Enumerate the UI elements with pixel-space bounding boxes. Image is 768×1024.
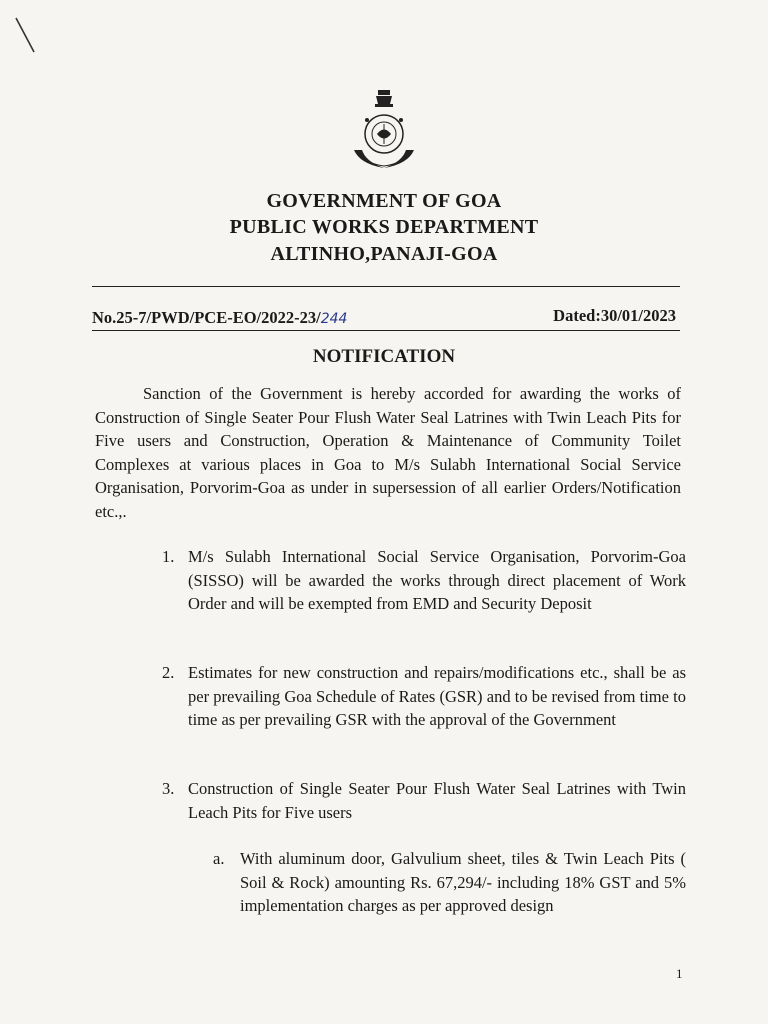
header-government: GOVERNMENT OF GOA	[266, 190, 502, 212]
item-text: Estimates for new construction and repairs/modifications etc., shall be as per prevailing Goa Schedule of Rates (GSR) and to be revised from time to time as per prevailing GSR with the approval of the Government	[188, 663, 686, 730]
reference-number	[92, 308, 347, 328]
header-department: PUBLIC WORKS DEPARTMENT	[229, 216, 539, 238]
intro-paragraph: Sanction of the Government is hereby accorded for awarding the works of Construction of Single Seater Pour Flush Water Seal Latrines with Twin Leach Pits for Five users and Construction, Operation & Maintenance of Community Toilet Complexes at various places in Goa to M/s Sulabh International Social Service Organisation, Porvorim-Goa as under in supersession of all earlier Orders/Notification etc.,.	[95, 384, 681, 521]
item-text: M/s Sulabh International Social Service Organisation, Porvorim-Goa (SISSO) will be awarded the works through direct placement of Work Order and will be exempted from EMD and Security Deposit	[188, 547, 686, 614]
item-number: 1.	[162, 547, 175, 566]
notification-title: NOTIFICATION	[312, 346, 456, 367]
subitem-text: With aluminum door, Galvulium sheet, tiles & Twin Leach Pits ( Soil & Rock) amounting Rs. 67,294/- including 18% GST and 5% implementation charges as per approved design	[240, 849, 686, 916]
reference-date: Dated:30/01/2023	[553, 306, 676, 325]
goa-emblem-seal	[346, 88, 422, 178]
header-divider	[92, 286, 680, 287]
reference-divider	[92, 330, 680, 331]
item-text: Construction of Single Seater Pour Flush Water Seal Latrines with Twin Leach Pits for Five users	[188, 779, 686, 822]
item-number: 2.	[162, 663, 175, 682]
item-number: 3.	[162, 779, 175, 798]
page-number: 1	[676, 966, 683, 981]
reference-number-handwritten: 244	[320, 311, 348, 327]
header-address: ALTINHO,PANAJI-GOA	[270, 243, 498, 265]
scan-stroke-mark	[14, 16, 38, 56]
reference-number-prefix: No.25-7/PWD/PCE-EO/2022-23/	[92, 308, 321, 327]
subitem-number: a.	[213, 849, 225, 868]
